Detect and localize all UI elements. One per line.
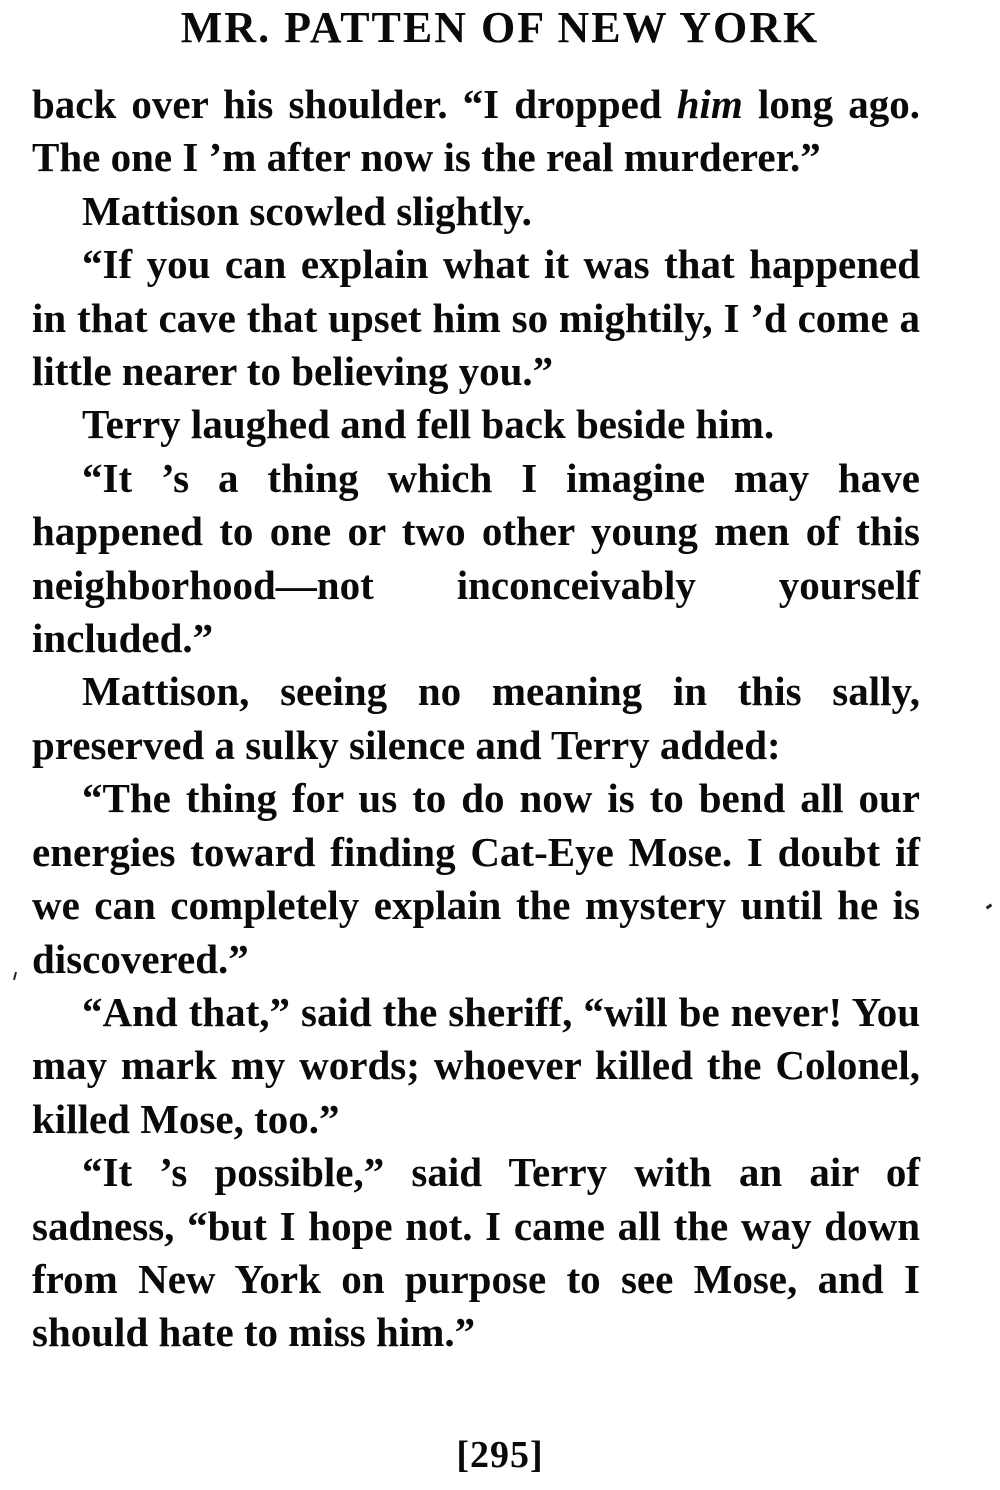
- emphasis: him: [676, 81, 743, 127]
- paragraph-5: “It ’s a thing which I imagine may have happened to one or two other young men of this neighborhood—not inconceivably yourself included.”: [32, 454, 920, 662]
- body-text: [32, 78, 920, 1360]
- scan-speck: [986, 904, 993, 910]
- paragraph-3: “If you can explain what it was that happened in that cave that upset him so mightily, I ’d come a little nearer to believing you.”: [32, 241, 920, 395]
- running-head: MR. PATTEN OF NEW YORK: [180, 3, 820, 52]
- paragraph-6: Mattison, seeing no meaning in this sally, preserved a sulky silence and Terry added:: [32, 668, 920, 768]
- scan-speck: [13, 972, 17, 980]
- paragraph-7: “The thing for us to do now is to bend all our energies toward finding Cat-Eye Mose. I doubt if we can completely explain the mystery until he is discovered.”: [32, 775, 920, 982]
- paragraph-1: back over his shoulder. “I dropped him long ago. The one I ’m after now is the real murderer.”: [32, 81, 920, 181]
- page-number: [295]: [456, 1434, 544, 1476]
- paragraph-2: Mattison scowled slightly.: [82, 187, 532, 234]
- paragraph-9: “It ’s possible,” said Terry with an air of sadness, “but I hope not. I came all the way down from New York on purpose to see Mose, and I should hate to miss him.”: [32, 1149, 920, 1356]
- paragraph-4: Terry laughed and fell back beside him.: [82, 401, 775, 448]
- paragraph-8: “And that,” said the sheriff, “will be never! You may mark my words; whoever killed the Colonel, killed Mose, too.”: [32, 988, 920, 1142]
